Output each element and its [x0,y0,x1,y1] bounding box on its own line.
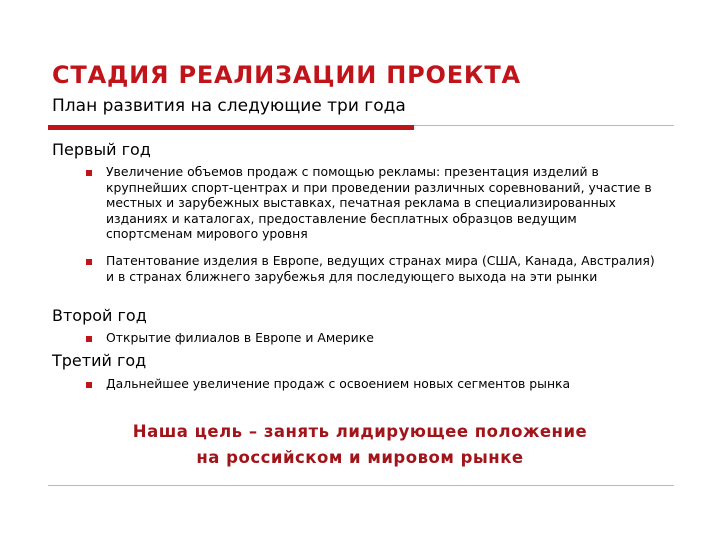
bullet-marker [86,259,92,265]
bullet-item [86,253,666,284]
bullet-item [86,376,666,392]
footer-divider [48,485,674,486]
bullet-text: Открытие филиалов в Европе и Америке [106,330,374,345]
slide-title: СТАДИЯ РЕАЛИЗАЦИИ ПРОЕКТА [52,61,521,89]
bullet-item [86,164,666,242]
bullet-marker [86,336,92,342]
section-title-year-1: Первый год [52,140,151,159]
header-divider-red [48,125,414,130]
bullet-text: Увеличение объемов продаж с помощью рекламы: презентация изделий в крупнейших спорт-центрах и при проведении различных соревнований, участие в местных и зарубежных выставках, печатная реклама в специализированных изданиях и каталогах, предоставление бесплатных образцов ведущим спортсменам мирового уровня [106,164,652,241]
bullet-item [86,330,666,346]
bullet-marker [86,382,92,388]
goal-line-2: на российском и мировом рынке [196,448,524,467]
slide-subtitle: План развития на следующие три года [52,96,406,116]
goal-statement [0,419,720,471]
goal-line-1: Наша цель – занять лидирующее положение [132,422,588,441]
bullet-text: Дальнейшее увеличение продаж с освоением новых сегментов рынка [106,376,571,391]
bullet-text: Патентование изделия в Европе, ведущих странах мира (США, Канада, Австралия) и в странах ближнего зарубежья для последующего выхода на эти рынки [106,253,655,284]
section-title-year-3: Третий год [52,351,147,370]
section-title-year-2: Второй год [52,306,147,325]
bullet-marker [86,170,92,176]
